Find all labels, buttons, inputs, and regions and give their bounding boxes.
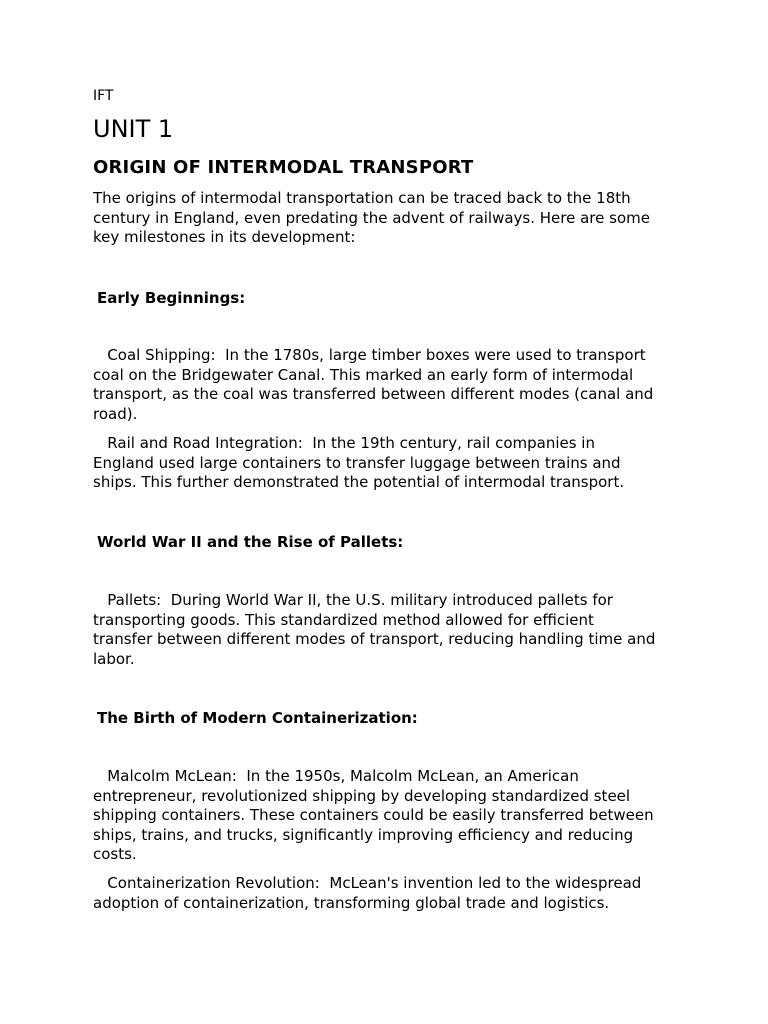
item-text: During World War II, the U.S. military introduced pallets for bbox=[161, 591, 613, 609]
item-malcolm-mclean bbox=[93, 767, 683, 865]
unit-title: UNIT 1 bbox=[93, 115, 174, 143]
item-text: costs. bbox=[93, 845, 137, 864]
item-containerization-revolution bbox=[93, 874, 683, 913]
intro-line: century in England, even predating the advent of railways. Here are some bbox=[93, 208, 650, 227]
item-text: road). bbox=[93, 404, 138, 423]
item-text: In the 1950s, Malcolm McLean, an American bbox=[236, 767, 579, 785]
item-text: transport, as the coal was transferred between different modes (canal and bbox=[93, 385, 654, 404]
item-name: Coal Shipping: bbox=[93, 346, 216, 364]
section-heading-early-beginnings: Early Beginnings: bbox=[97, 289, 246, 307]
intro-line: The origins of intermodal transportation can be traced back to the 18th bbox=[93, 189, 631, 207]
item-text: McLean's invention led to the widespread bbox=[319, 874, 642, 892]
item-text: ships, trains, and trucks, significantly improving efficiency and reducing bbox=[93, 825, 634, 844]
item-coal-shipping bbox=[93, 346, 683, 424]
item-text: coal on the Bridgewater Canal. This marked an early form of intermodal bbox=[93, 365, 634, 384]
document-title: ORIGIN OF INTERMODAL TRANSPORT bbox=[93, 157, 474, 178]
item-text: labor. bbox=[93, 649, 135, 668]
item-rail-road-integration bbox=[93, 434, 683, 493]
intro-paragraph bbox=[93, 189, 683, 248]
item-text: England used large containers to transfer luggage between trains and bbox=[93, 453, 621, 472]
intro-line: key milestones in its development: bbox=[93, 228, 356, 247]
item-name: Containerization Revolution: bbox=[93, 874, 320, 892]
item-text: shipping containers. These containers could be easily transferred between bbox=[93, 806, 654, 825]
section-heading-modern-containerization: The Birth of Modern Containerization: bbox=[97, 709, 418, 727]
header-label: IFT bbox=[93, 88, 114, 104]
item-text: transporting goods. This standardized method allowed for efficient bbox=[93, 610, 594, 629]
section-heading-world-war-ii: World War II and the Rise of Pallets: bbox=[97, 533, 404, 551]
item-text: adoption of containerization, transforming global trade and logistics. bbox=[93, 893, 610, 912]
item-name: Pallets: bbox=[93, 591, 162, 609]
item-text: ships. This further demonstrated the potential of intermodal transport. bbox=[93, 473, 625, 492]
item-text: In the 19th century, rail companies in bbox=[302, 434, 595, 452]
item-text: entrepreneur, revolutionized shipping by developing standardized steel bbox=[93, 786, 631, 805]
item-pallets bbox=[93, 591, 683, 669]
item-text: In the 1780s, large timber boxes were used to transport bbox=[215, 346, 646, 364]
item-text: transfer between different modes of transport, reducing handling time and bbox=[93, 630, 656, 649]
item-name: Rail and Road Integration: bbox=[93, 434, 303, 452]
item-name: Malcolm McLean: bbox=[93, 767, 237, 785]
